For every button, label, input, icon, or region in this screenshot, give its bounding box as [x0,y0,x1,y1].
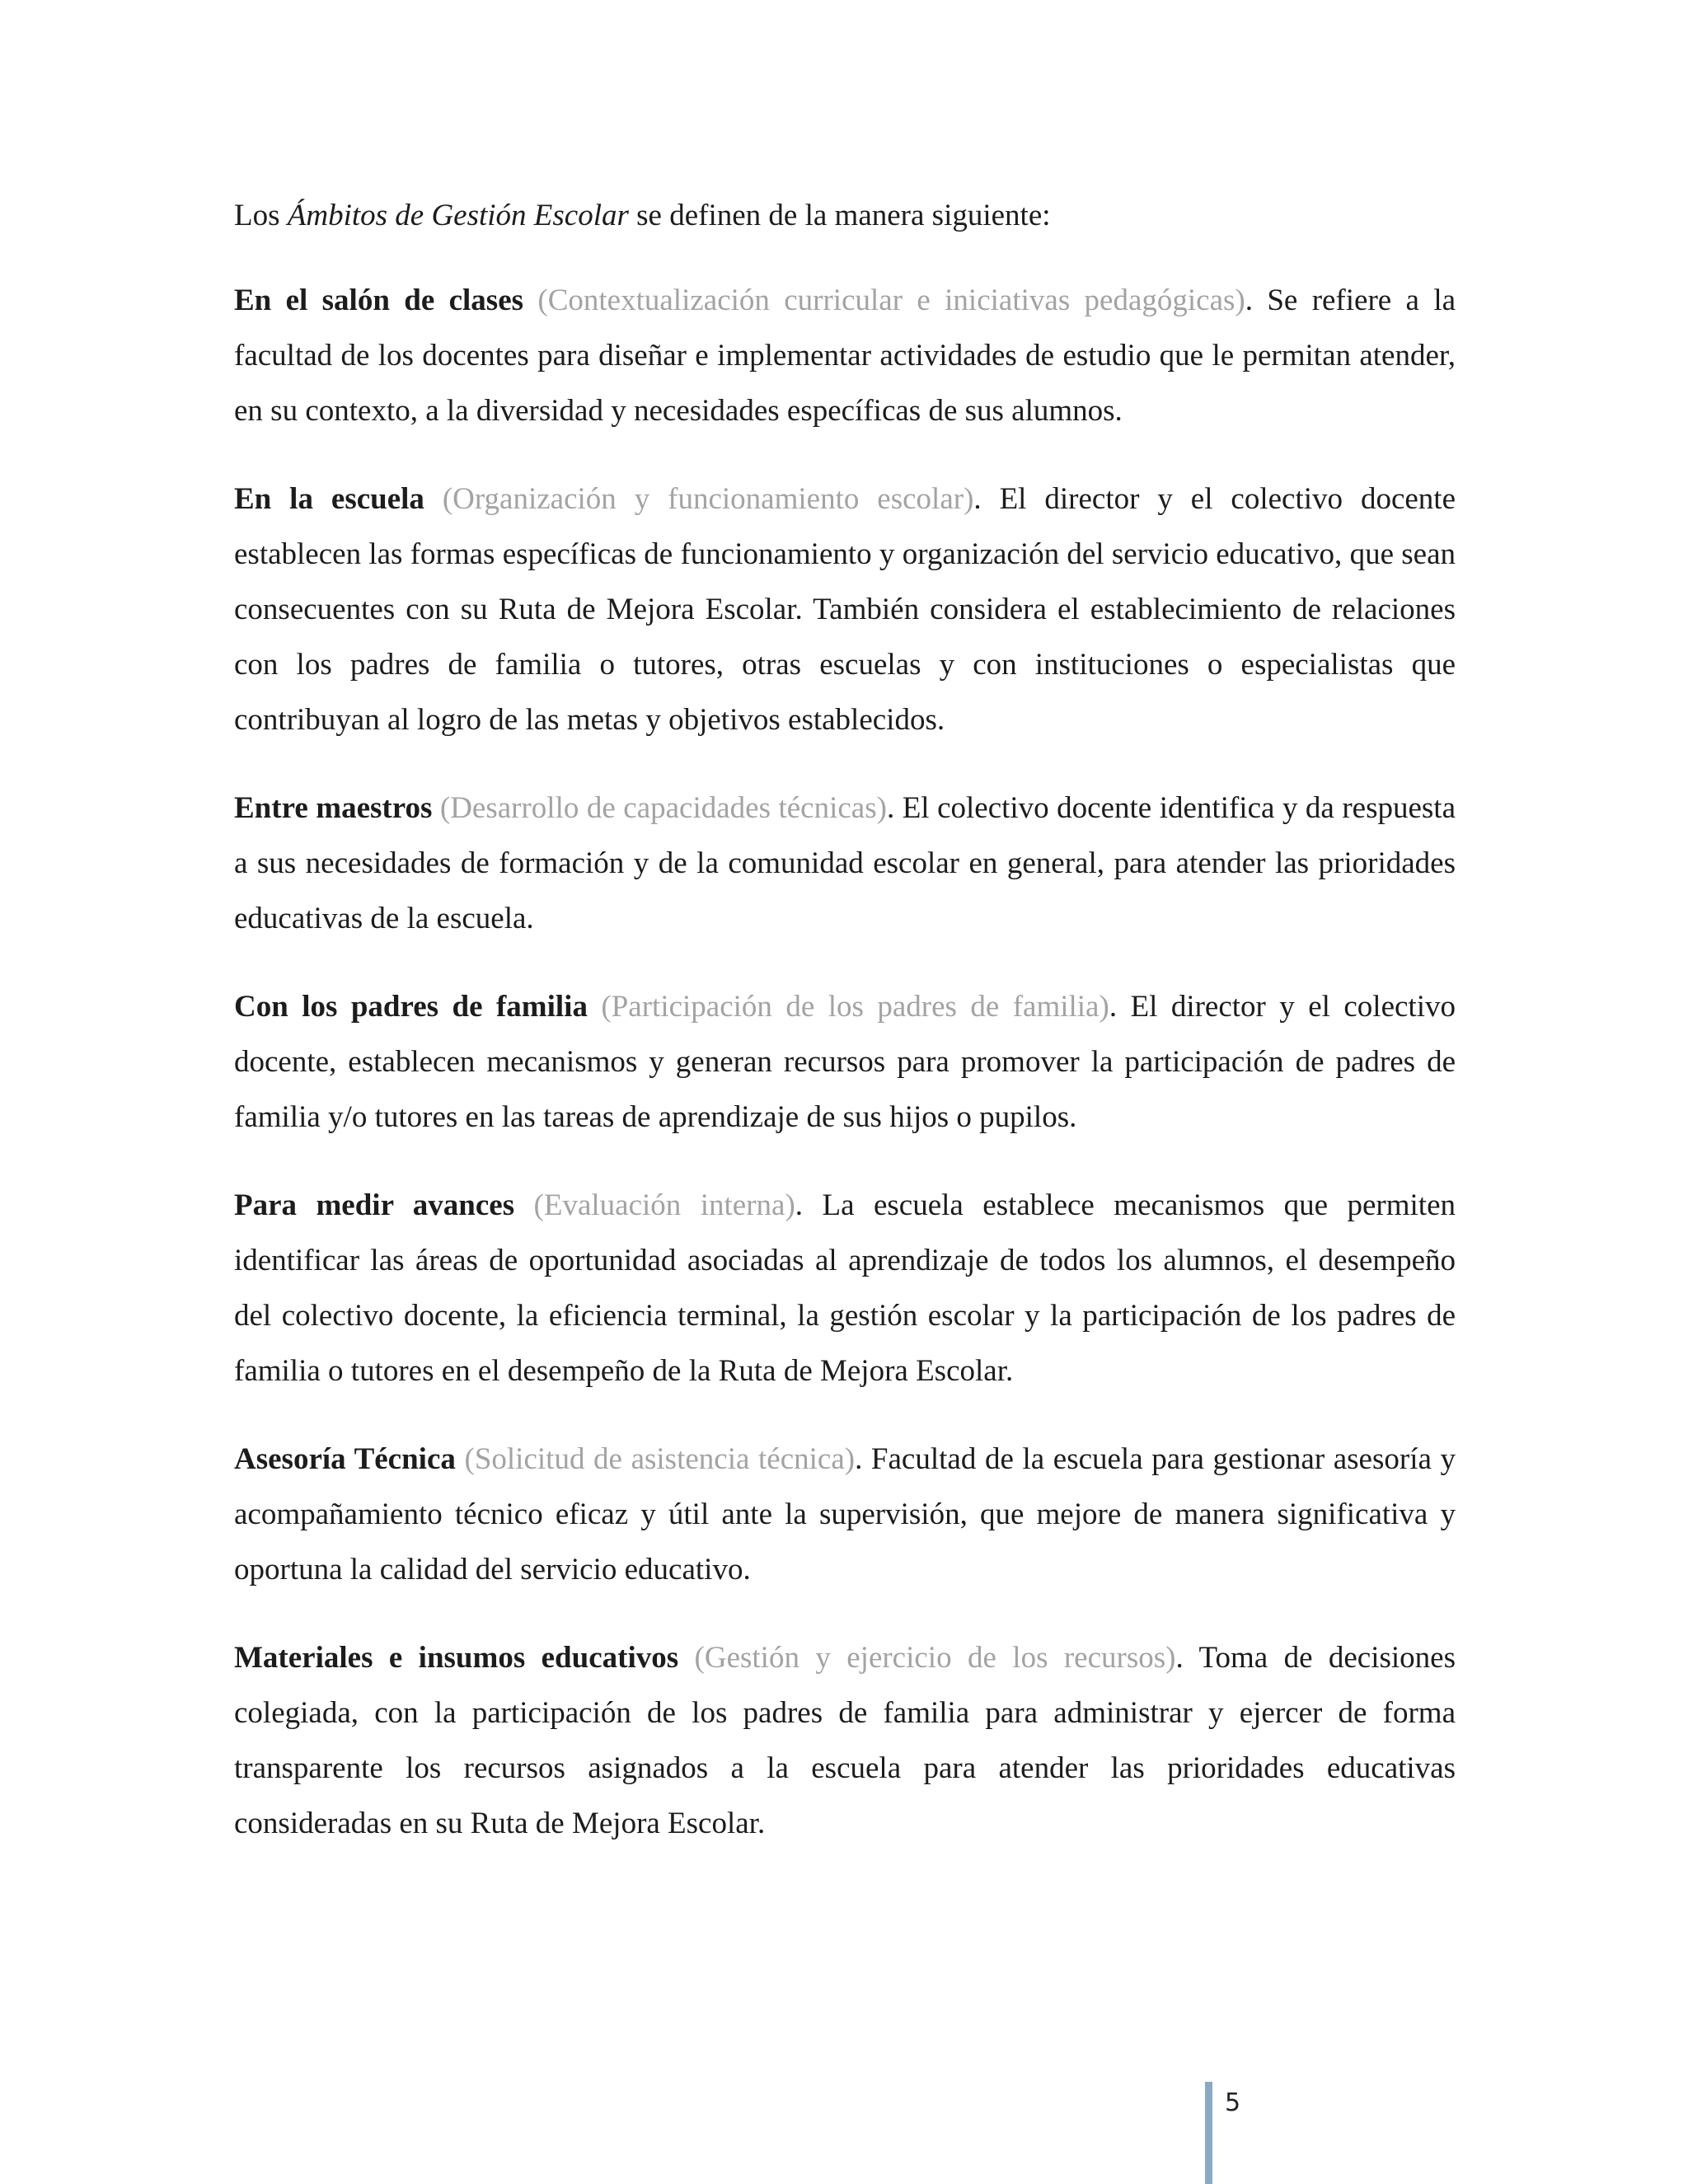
ambito-paragraph-salon [234,273,1456,438]
ambito-aside: (Contextualización curricular e iniciativas pedagógicas) [537,284,1245,317]
ambito-aside: (Desarrollo de capacidades técnicas) [439,791,887,825]
ambito-term: Entre maestros [234,791,433,825]
ambito-text: . La escuela establece mecanismos que permiten identificar las áreas de oportunidad asociadas al aprendizaje de todos los alumnos, el desempeño del colectivo docente, la eficiencia terminal, la gestión escolar y la participación de los padres de familia o tutores en el desempeño de la Ruta de Mejora Escolar. [234,1188,1456,1388]
intro-emphasis: Ámbitos de Gestión Escolar [287,199,629,232]
ambito-aside: (Participación de los padres de familia) [601,990,1109,1024]
ambito-text: . Toma de decisiones colegiada, con la participación de los padres de familia para administrar y ejercer de forma transparente los recursos asignados a la escuela para atender las prioridades educativas consideradas en su Ruta de Mejora Escolar. [234,1641,1456,1840]
ambito-text: . El colectivo docente identifica y da respuesta a sus necesidades de formación y de la comunidad escolar en general, para atender las prioridades educativas de la escuela. [234,791,1456,935]
ambito-text: . El director y el colectivo docente, establecen mecanismos y generan recursos para promover la participación de padres de familia y/o tutores en las tareas de aprendizaje de sus hijos o pupilos. [234,990,1456,1134]
ambito-paragraph-padres [234,979,1456,1145]
ambito-term: Asesoría Técnica [234,1442,456,1476]
ambito-term: Materiales e insumos educativos [234,1641,679,1675]
ambito-term: En el salón de clases [234,284,524,317]
ambito-paragraph-escuela [234,471,1456,748]
ambito-text: . Se refiere a la facultad de los docentes para diseñar e implementar actividades de estudio que le permitan atender, en su contexto, a la diversidad y necesidades específicas de sus alumnos. [234,284,1456,428]
ambito-paragraph-asesoria [234,1432,1456,1597]
intro-prefix: Los [234,199,288,232]
ambito-paragraph-materiales [234,1630,1456,1851]
page-number-accent-bar [1205,2082,1212,2184]
page-number: 5 [1225,2088,1241,2117]
ambito-paragraph-avances [234,1178,1456,1399]
ambito-term: En la escuela [234,482,424,516]
ambito-term: Para medir avances [234,1188,515,1222]
ambito-text: . El director y el colectivo docente establecen las formas específicas de funcionamiento y organización del servicio educativo, que sean consecuentes con su Ruta de Mejora Escolar. También considera el establecimiento de relaciones con los padres de familia o tutores, otras escuelas y con instituciones o especialistas que contribuyan al logro de las metas y objetivos establecidos. [234,482,1456,737]
ambito-aside: (Organización y funcionamiento escolar) [442,482,974,516]
ambito-aside: (Evaluación interna) [533,1188,795,1222]
intro-paragraph [234,188,1456,243]
ambito-text: . Facultad de la escuela para gestionar asesoría y acompañamiento técnico eficaz y útil ante la supervisión, que mejore de manera significativa y oportuna la calidad del servicio educativo. [234,1442,1456,1586]
ambito-term: Con los padres de familia [234,990,588,1024]
ambito-aside: (Gestión y ejercicio de los recursos) [694,1641,1176,1675]
page-body [234,188,1456,1884]
ambito-paragraph-maestros [234,780,1456,946]
ambito-aside: (Solicitud de asistencia técnica) [464,1442,856,1476]
intro-suffix: se definen de la manera siguiente: [628,199,1051,232]
